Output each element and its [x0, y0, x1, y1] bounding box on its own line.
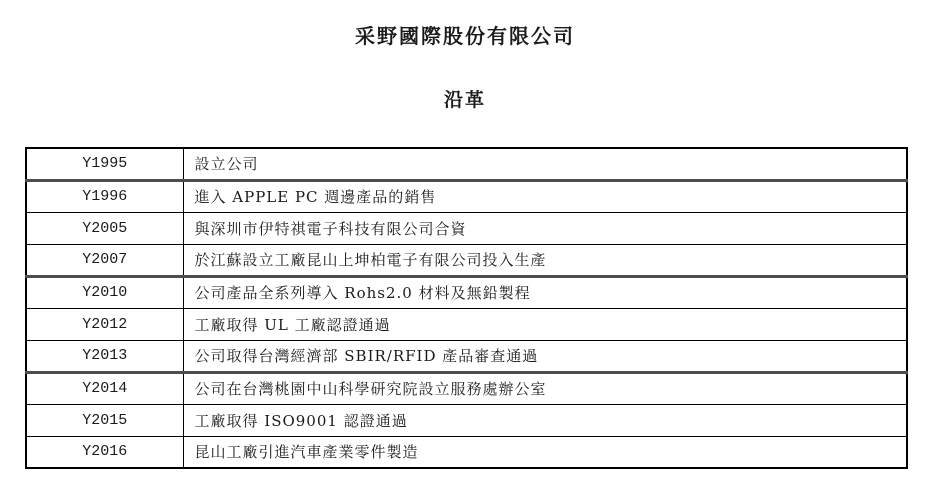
- table-row: [26, 180, 907, 212]
- table-row: [26, 404, 907, 436]
- table-row: [26, 436, 907, 468]
- history-table: [25, 147, 908, 469]
- event-cell: 設立公司: [183, 148, 907, 180]
- year-cell: Y2014: [26, 372, 183, 404]
- year-cell: Y1995: [26, 148, 183, 180]
- page-subtitle: 沿革: [443, 89, 486, 111]
- event-cell: 公司產品全系列導入 Rohs2.0 材料及無鉛製程: [183, 276, 907, 308]
- event-cell: 與深圳市伊特祺電子科技有限公司合資: [183, 212, 907, 244]
- table-row: [26, 340, 907, 372]
- event-cell: 公司取得台灣經濟部 SBIR/RFID 產品審查通過: [183, 340, 907, 372]
- event-cell: 公司在台灣桃園中山科學研究院設立服務處辦公室: [183, 372, 907, 404]
- table-row: [26, 212, 907, 244]
- event-cell: 於江蘇設立工廠昆山上坤柏電子有限公司投入生產: [183, 244, 907, 276]
- year-cell: Y2013: [26, 340, 183, 372]
- table-row: [26, 276, 907, 308]
- event-cell: 工廠取得 ISO9001 認證通過: [183, 404, 907, 436]
- page-title: 采野國際股份有限公司: [355, 24, 575, 48]
- event-cell: 進入 APPLE PC 週邊產品的銷售: [183, 180, 907, 212]
- table-row: [26, 148, 907, 180]
- year-cell: Y1996: [26, 180, 183, 212]
- year-cell: Y2010: [26, 276, 183, 308]
- table-row: [26, 308, 907, 340]
- year-cell: Y2016: [26, 436, 183, 468]
- year-cell: Y2015: [26, 404, 183, 436]
- year-cell: Y2012: [26, 308, 183, 340]
- table-row: [26, 372, 907, 404]
- year-cell: Y2005: [26, 212, 183, 244]
- history-table-body: [26, 148, 907, 468]
- event-cell: 工廠取得 UL 工廠認證通過: [183, 308, 907, 340]
- event-cell: 昆山工廠引進汽車產業零件製造: [183, 436, 907, 468]
- year-cell: Y2007: [26, 244, 183, 276]
- table-row: [26, 244, 907, 276]
